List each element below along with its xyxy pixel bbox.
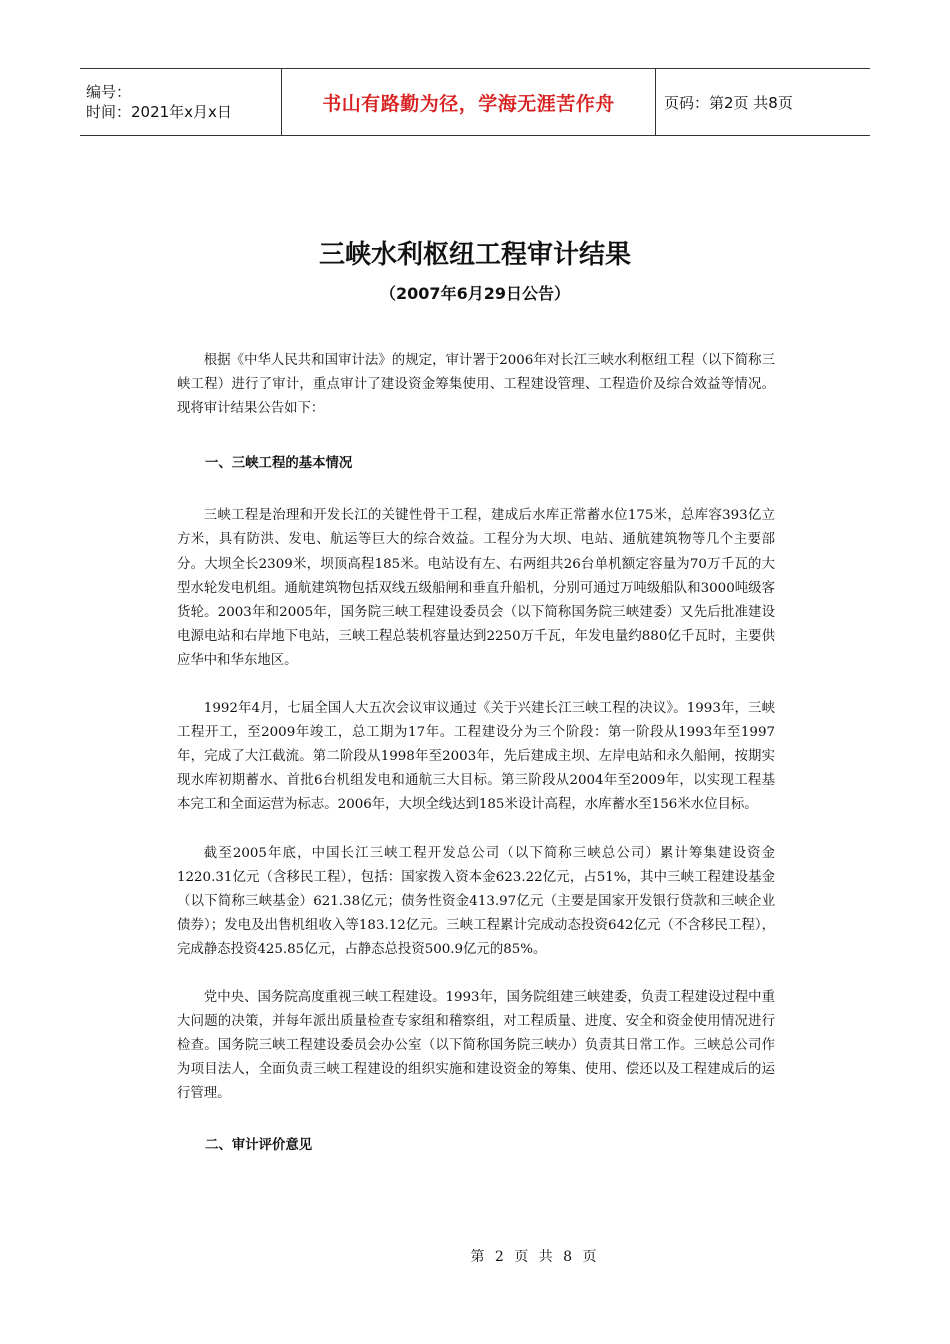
page-header bbox=[80, 68, 870, 136]
section1-paragraph: 党中央、国务院高度重视三峡工程建设。1993年，国务院组建三峡建委，负责工程建设过程中重大问题的决策，并每年派出质量检查专家组和稽察组，对工程质量、进度、安全和资金使用情况进行检查。国务院三峡工程建设委员会办公室（以下简称国务院三峡办）负责其日常工作。三峡总公司作为项目法人，全面负责三峡工程建设的组织实施和建设资金的筹集、使用、偿还以及工程建成后的运行管理。 bbox=[177, 989, 775, 1102]
section-heading-2: 二、审计评价意见 bbox=[205, 1138, 313, 1154]
section1-paragraph: 截至2005年底，中国长江三峡工程开发总公司（以下简称三峡总公司）累计筹集建设资金1220.31亿元（含移民工程），包括：国家拨入资本金623.22亿元，占51%，其中三峡工程建设基金（以下简称三峡基金）621.38亿元；债务性资金413.97亿元（主要是国家开发银行贷款和三峡企业债券）；发电及出售机组收入等183.12亿元。三峡工程累计完成动态投资642亿元（不含移民工程），完成静态投资425.85亿元，占静态总投资500.9亿元的85%。 bbox=[177, 845, 775, 957]
intro-paragraph: 根据《中华人民共和国审计法》的规定，审计署于2006年对长江三峡水利枢纽工程（以下简称三峡工程）进行了审计，重点审计了建设资金筹集使用、工程建设管理、工程造价及综合效益等情况。现将审计结果公告如下： bbox=[177, 353, 775, 417]
header-left-cell bbox=[80, 69, 282, 135]
section-heading-1: 一、三峡工程的基本情况 bbox=[205, 456, 353, 472]
header-page-label: 页码：第2页 共8页 bbox=[664, 93, 793, 112]
section1-paragraph: 1992年4月，七届全国人大五次会议审议通过《关于兴建长江三峡工程的决议》。1993年，三峡工程开工，至2009年竣工，总工期为17年。工程建设分为三个阶段：第一阶段从1993年至1997年，完成了大江截流。第二阶段从1998年至2003年，先后建成主坝、左岸电站和永久船闸，按期实现水库初期蓄水、首批6台机组发电和通航三大目标。第三阶段从2004年至2009年，以实现工程基本完工和全面运营为标志。2006年，大坝全线达到185米设计高程，水库蓄水至156米水位目标。 bbox=[177, 701, 775, 813]
header-motto: 书山有路勤为径，学海无涯苦作舟 bbox=[322, 92, 615, 115]
document-body bbox=[177, 349, 775, 1159]
header-motto-cell bbox=[282, 69, 656, 135]
header-number-label: 编号： bbox=[86, 83, 132, 101]
page-footer: 第 2 页 共 8 页 bbox=[470, 1249, 600, 1265]
header-page-cell bbox=[656, 69, 870, 135]
section1-paragraph: 三峡工程是治理和开发长江的关键性骨干工程，建成后水库正常蓄水位175米，总库容393亿立方米，具有防洪、发电、航运等巨大的综合效益。工程分为大坝、电站、通航建筑物等几个主要部分。大坝全长2309米，坝顶高程185米。电站设有左、右两组共26台单机额定容量为70万千瓦的大型水轮发电机组。通航建筑物包括双线五级船闸和垂直升船机，分别可通过万吨级船队和3000吨级客货轮。2003年和2005年，国务院三峡工程建设委员会（以下简称国务院三峡建委）又先后批准建设电源电站和右岸地下电站，三峡工程总装机容量达到2250万千瓦，年发电量约880亿千瓦时，主要供应华中和华东地区。 bbox=[177, 508, 775, 668]
document-title: 三峡水利枢纽工程审计结果 bbox=[318, 240, 631, 270]
document-subtitle: （2007年6月29日公告） bbox=[380, 284, 570, 303]
header-time-label: 时间：2021年x月x日 bbox=[86, 103, 232, 121]
